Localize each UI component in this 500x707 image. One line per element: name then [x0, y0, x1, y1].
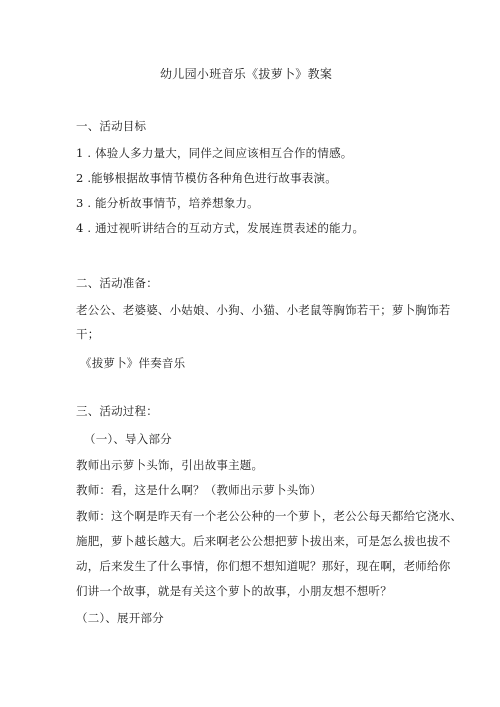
section-heading-goals: 一、活动目标	[76, 119, 147, 133]
process-paragraph: 教师：看，这是什么啊？（教师出示萝卜头饰）	[76, 483, 322, 497]
goal-item: 2 .能够根据故事情节模仿各种角色进行故事表演。	[76, 171, 337, 185]
section-heading-process: 三、活动过程：	[76, 404, 158, 418]
section-heading-preparation: 二、活动准备：	[76, 276, 158, 290]
process-paragraph: 教师出示萝卜头饰，引出故事主题。	[76, 458, 264, 472]
process-paragraph: 动，后来发生了什么事情，你们想不想知道呢？那好，现在啊，老师给你	[76, 559, 451, 573]
process-paragraph: 施肥，萝卜越长越大。后来啊老公公想把萝卜拔出来，可是怎么拔也拔不	[76, 534, 451, 548]
preparation-text: 干；	[76, 327, 100, 341]
preparation-text: 老公公、老婆婆、小姑娘、小狗、小猫、小老鼠等胸饰若干；萝卜胸饰若	[76, 303, 451, 317]
goal-item: 3 . 能分析故事情节，培养想象力。	[76, 196, 259, 210]
process-paragraph: 们讲一个故事，就是有关这个萝卜的故事，小朋友想不想听？	[76, 584, 392, 598]
preparation-text: 《拔萝卜》伴奏音乐	[80, 356, 186, 370]
goal-item: 1 . 体验人多力量大，同伴之间应该相互合作的情感。	[76, 146, 353, 160]
subsection-heading: （二）、展开部分	[76, 611, 164, 625]
document-title: 幼儿园小班音乐《拔萝卜》教案	[160, 67, 333, 81]
process-paragraph: 教师：这个啊是昨天有一个老公公种的一个萝卜，老公公每天都给它浇水、	[76, 509, 463, 523]
goal-item: 4 . 通过视听讲结合的互动方式，发展连贯表述的能力。	[76, 221, 365, 235]
subsection-heading: （一）、导入部分	[84, 432, 172, 446]
